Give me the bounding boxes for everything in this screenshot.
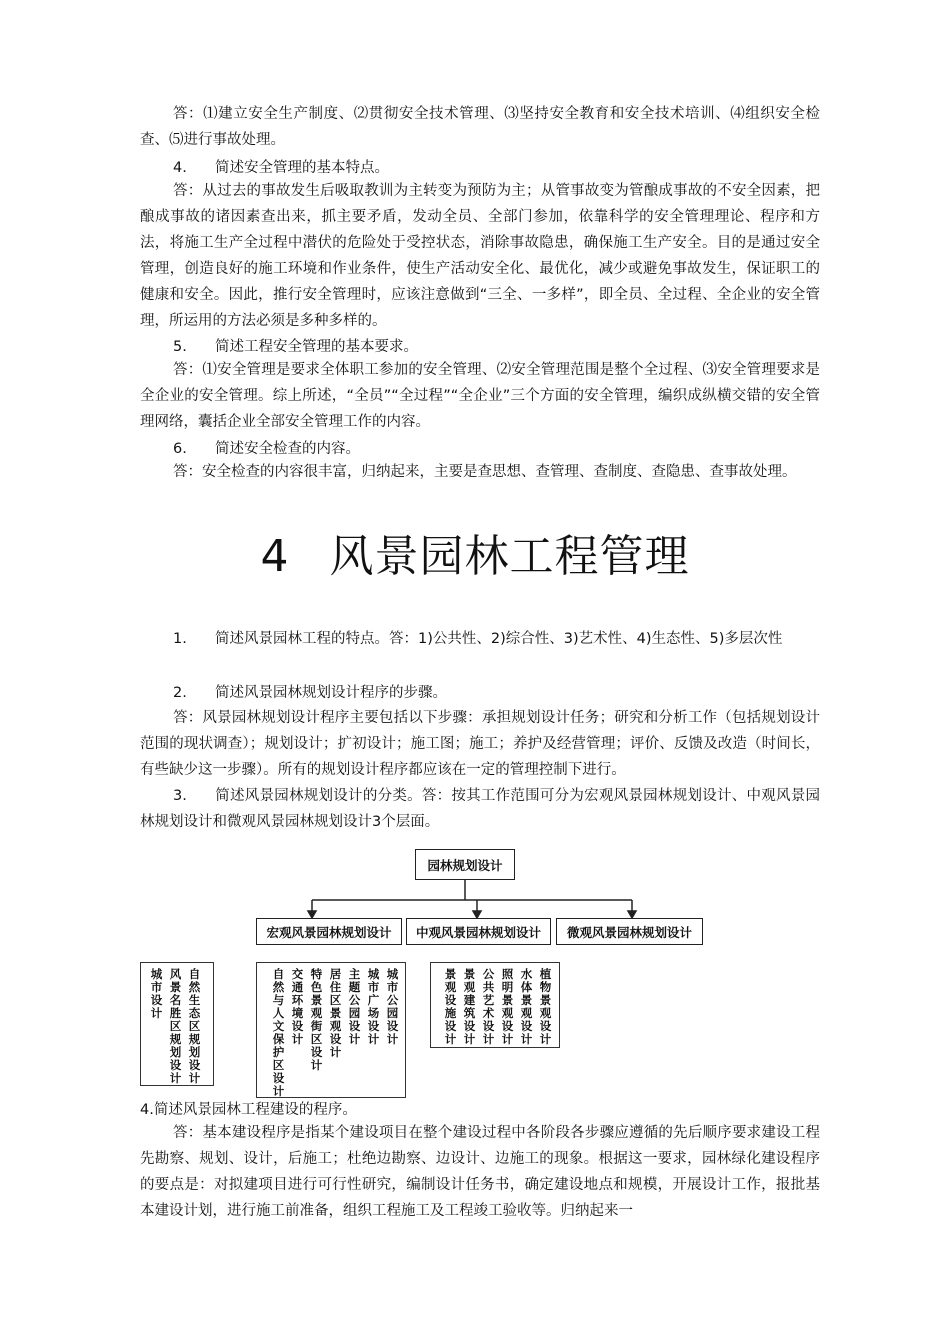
macro-item: 风景名胜区规划设计 <box>169 967 182 1085</box>
meso-item: 城市广场设计 <box>367 967 380 1046</box>
micro-item: 公共艺术设计 <box>482 967 495 1046</box>
meso-item: 交通环境设计 <box>291 967 304 1046</box>
meso-item: 主题公园设计 <box>348 967 361 1046</box>
question-6-text: 简述安全检查的内容。 <box>215 441 360 457</box>
micro-item: 水体景观设计 <box>520 967 533 1046</box>
meso-item: 自然与人文保护区设计 <box>272 967 285 1098</box>
macro-items-group <box>140 962 214 1086</box>
s4-question-4-text: 4.简述风景园林工程建设的程序。 <box>140 1102 357 1118</box>
macro-item: 自然生态区规划设计 <box>188 967 201 1085</box>
micro-item: 景观建筑设计 <box>463 967 476 1046</box>
meso-item: 特色景观街区设计 <box>310 967 323 1072</box>
chapter-number: 4 <box>260 531 290 582</box>
diagram-macro-box: 宏观风景园林规划设计 <box>256 918 402 945</box>
answer-6-text: 答：安全检查的内容很丰富，归纳起来，主要是查思想、查管理、查制度、查隐患、查事故处理。 <box>173 464 797 480</box>
s4-question-1-number: 1. <box>173 631 187 647</box>
micro-item: 植物景观设计 <box>539 967 552 1046</box>
question-5-text: 简述工程安全管理的基本要求。 <box>215 339 418 355</box>
answer-5-text: 答：⑴安全管理是要求全体职工参加的安全管理、⑵安全管理范围是整个全过程、⑶安全管理要求是全企业的安全管理。综上所述，“全员”“全过程”“全企业”三个方面的安全管理，编织成纵横交错的安全管理网络，囊括企业全部安全管理工作的内容。 <box>140 362 820 430</box>
answer-3-text: 答：⑴建立安全生产制度、⑵贯彻安全技术管理、⑶坚持安全教育和安全技术培训、⑷组织安全检查、⑸进行事故处理。 <box>140 106 820 148</box>
s4-question-2-number: 2. <box>173 685 187 701</box>
micro-item: 照明景观设计 <box>501 967 514 1046</box>
diagram-meso-box: 中观风景园林规划设计 <box>406 918 551 945</box>
macro-item: 城市设计 <box>150 967 163 1020</box>
chapter-title: 风景园林工程管理 <box>329 531 690 582</box>
question-5-number: 5. <box>173 339 187 355</box>
micro-items-group <box>430 962 560 1048</box>
meso-items-group <box>256 962 406 1098</box>
s4-question-1-text: 简述风景园林工程的特点。答：1)公共性、2)综合性、3)艺术性、4)生态性、5)多层次性 <box>215 631 783 647</box>
diagram-micro-box: 微观风景园林规划设计 <box>556 918 703 945</box>
meso-item: 城市公园设计 <box>386 967 399 1046</box>
s4-question-2-text: 简述风景园林规划设计程序的步骤。 <box>215 685 447 701</box>
question-6-number: 6. <box>173 441 187 457</box>
answer-4-text: 答：从过去的事故发生后吸取教训为主转变为预防为主；从管事故变为管酿成事故的不安全因素，把酿成事故的诸因素查出来，抓主要矛盾，发动全员、全部门参加，依靠科学的安全管理理论、程序和方法，将施工生产全过程中潜伏的危险处于受控状态，消除事故隐患，确保施工生产安全。目的是通过安全管理，创造良好的施工环境和作业条件，使生产活动安全化、最优化，减少或避免事故发生，保证职工的健康和安全。因此，推行安全管理时，应该注意做到“三全、一多样”，即全员、全过程、全企业的安全管理，所运用的方法必须是多种多样的。 <box>140 183 820 329</box>
s4-question-3-number: 3. <box>173 788 187 804</box>
s4-answer-4-text: 答：基本建设程序是指某个建设项目在整个建设过程中各阶段各步骤应遵循的先后顺序要求建设工程先勘察、规划、设计，后施工；杜绝边勘察、边设计、边施工的现象。根据这一要求，园林绿化建设程序的要点是：对拟建项目进行可行性研究，编制设计任务书，确定建设地点和规模，开展设计工作，报批基本建设计划，进行施工前准备，组织工程施工及工程竣工验收等。归纳起来一 <box>140 1125 820 1219</box>
question-4-number: 4. <box>173 160 187 176</box>
micro-item: 景观设施设计 <box>444 967 457 1046</box>
s4-question-3-text: 简述风景园林规划设计的分类。答：按其工作范围可分为宏观风景园林规划设计、中观风景园林规划设计和微观风景园林规划设计3个层面。 <box>140 788 820 830</box>
diagram-root-box: 园林规划设计 <box>415 849 515 880</box>
meso-item: 居住区景观设计 <box>329 967 342 1059</box>
s4-answer-2-text: 答：风景园林规划设计程序主要包括以下步骤：承担规划设计任务；研究和分析工作（包括规划设计范围的现状调查）；规划设计；扩初设计；施工图；施工；养护及经营管理；评价、反馈及改造（时间长，有些缺少这一步骤）。所有的规划设计程序都应该在一定的管理控制下进行。 <box>140 710 820 778</box>
question-4-text: 简述安全管理的基本特点。 <box>215 160 389 176</box>
